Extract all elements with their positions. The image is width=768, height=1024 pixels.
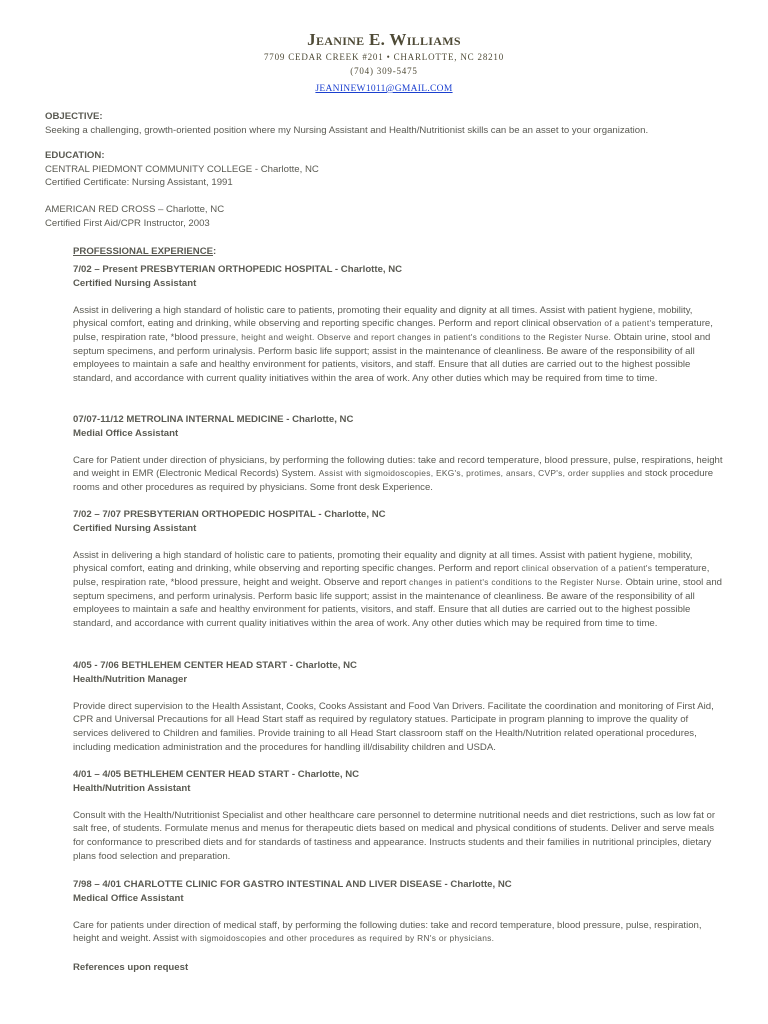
education-cert-2: Certified First Aid/CPR Instructor, 2003 (45, 217, 210, 229)
job-entry (73, 263, 725, 385)
objective-heading: OBJECTIVE: (45, 111, 103, 122)
education-heading: EDUCATION: (45, 150, 105, 161)
references-note: References upon request (73, 962, 189, 973)
job-entry (73, 659, 725, 754)
job-role: Health/Nutrition Manager (73, 673, 188, 685)
education-school-1: CENTRAL PIEDMONT COMMUNITY COLLEGE - Charlotte, NC (45, 163, 319, 175)
objective-section (45, 110, 725, 137)
address: 7709 CEDAR CREEK #201 • CHARLOTTE, NC 28210 (263, 52, 505, 62)
job-title: 4/01 – 4/05 BETHLEHEM CENTER HEAD START - Charlotte, NC (73, 769, 360, 780)
job-role: Certified Nursing Assistant (73, 522, 197, 534)
resume-header (0, 30, 768, 96)
phone-number: (704) 309-5475 (350, 66, 418, 76)
job-entry (73, 413, 725, 495)
education-school-2: AMERICAN RED CROSS – Charlotte, NC (45, 204, 225, 216)
job-role: Health/Nutrition Assistant (73, 782, 191, 794)
education-section (45, 149, 725, 231)
job-entry (73, 768, 725, 863)
education-cert-1: Certified Certificate: Nursing Assistant, 1991 (45, 177, 233, 189)
job-description: Assist in delivering a high standard of holistic care to patients, promoting their equality and dignity at all times. Assist with patient hygiene, mobility, physical comfort, eating and drinking, while observing and reporting specific changes. Perform and report clinical observation of a patient's temperature, pulse, respiration rate, *blood pressure, height and weight. Observe and report changes in patient's conditions to the Register Nurse. Obtain urine, stool and septum specimens, and perform urinalysis. Perform basic life support; assist in the maintenance of cleanliness. Be aware of the responsibility of all employees to maintain a safe and healthy environment for patients, visitors, and staff. Ensure that all duties are carried out to the highest possible standard, and accordance with current quality initiatives within the area of work. Any other duties which may be required from time to time. (73, 549, 722, 629)
job-role: Medical Office Assistant (73, 892, 184, 904)
job-title: 4/05 - 7/06 BETHLEHEM CENTER HEAD START - Charlotte, NC (73, 660, 357, 671)
job-description: Provide direct supervision to the Health Assistant, Cooks, Cooks Assistant and Food Van Drivers. Facilitate the coordination and monitoring of First Aid, CPR and Universal Precautions for all Head Start staff as required by regulatory statues. Participate in program planning to improve the quality of services delivered to Children and families. Provide training to all Head Start classroom staff on the Health/Nutrition related operational procedures, including medication administration and the procedures for handling ill/disability children and USDA. (73, 700, 714, 753)
experience-heading-row (73, 245, 725, 259)
job-entry (73, 508, 725, 630)
job-description: Care for Patient under direction of physicians, by performing the following duties: take and record temperature, blood pressure, pulse, respirations, height and weight in EMR (Electronic Medical Records) System. Assist with sigmoidoscopies, EKG's, protimes, ansars, CVP's, order supplies and stock procedure rooms and other procedures as required by physicians. Some front desk Experience. (73, 454, 723, 493)
objective-text: Seeking a challenging, growth-oriented position where my Nursing Assistant and Health/Nutritionist skills can be an asset to your organization. (45, 124, 649, 136)
experience-heading: PROFESSIONAL EXPERIENCE (73, 246, 214, 257)
job-title: 7/02 – Present PRESBYTERIAN ORTHOPEDIC HOSPITAL - Charlotte, NC (73, 264, 403, 275)
email-link[interactable]: JEANINEW1011@GMAIL.COM (315, 84, 453, 94)
job-entry (73, 878, 725, 946)
candidate-name: Jeanine E. Williams (307, 30, 461, 49)
job-role: Certified Nursing Assistant (73, 277, 197, 289)
job-role: Medial Office Assistant (73, 427, 179, 439)
job-description: Care for patients under direction of medical staff, by performing the following duties: take and record temperature, blood pressure, pulse, respiration, height and weight. Assist with sigmoidoscopies and other procedures as required by RN's or physicians. (73, 919, 702, 945)
job-description: Consult with the Health/Nutritionist Specialist and other healthcare care personnel to determine nutritional needs and diet restrictions, such as low fat or salt free, of students. Formulate menus and menus for therapeutic diets based on medical and physical conditions of students. Deliver and serve meals for conformance to prescribed diets and for standards of tastiness and appearance. Instructs students and their families in nutritional principles, dietary plans food selection and preparation. (73, 809, 716, 862)
job-title: 7/02 – 7/07 PRESBYTERIAN ORTHOPEDIC HOSPITAL - Charlotte, NC (73, 509, 386, 520)
job-title: 07/07-11/12 METROLINA INTERNAL MEDICINE - Charlotte, NC (73, 414, 354, 425)
job-description: Assist in delivering a high standard of holistic care to patients, promoting their equality and dignity at all times. Assist with patient hygiene, mobility, physical comfort, eating and drinking, while observing and reporting specific changes. Perform and report clinical observation of a patient's temperature, pulse, respiration rate, *blood pressure, height and weight. Observe and report changes in patient's conditions to the Register Nurse. Obtain urine, stool and septum specimens, and perform urinalysis. Perform basic life support; assist in the maintenance of cleanliness. Be aware of the responsibility of all employees to maintain a safe and healthy environment for patients, visitors, and staff. Ensure that all duties are carried out to the highest possible standard, and accordance with current quality initiatives within the area of work. Any other duties which may be required from time to time. (73, 304, 713, 384)
experience-heading-colon: : (213, 246, 217, 257)
job-title: 7/98 – 4/01 CHARLOTTE CLINIC FOR GASTRO INTESTINAL AND LIVER DISEASE - Charlotte, NC (73, 879, 512, 890)
